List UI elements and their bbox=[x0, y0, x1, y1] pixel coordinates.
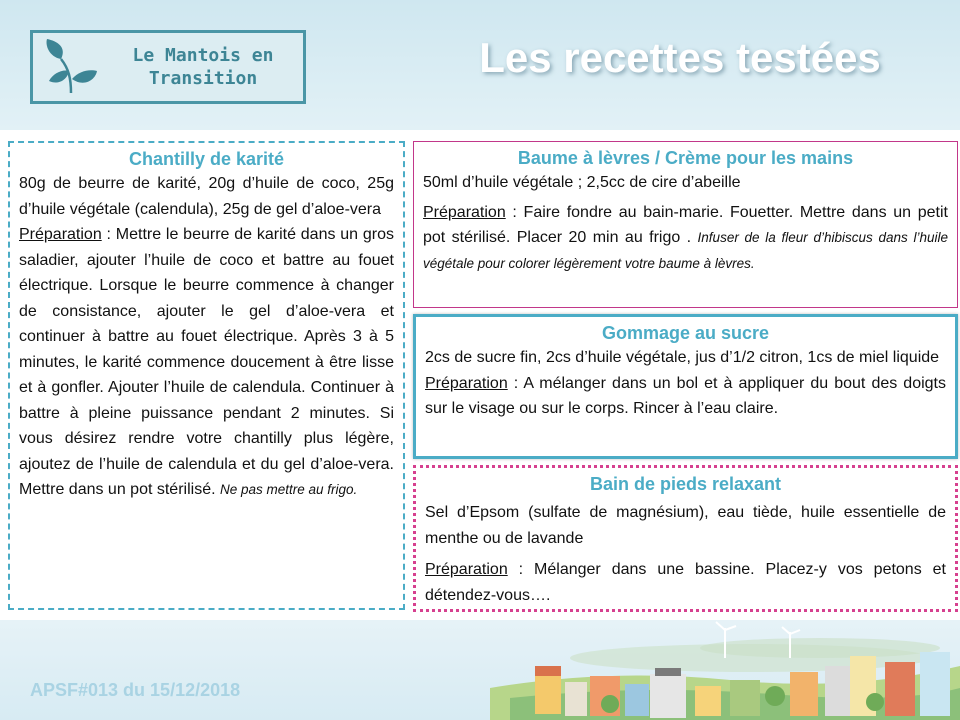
logo bbox=[30, 30, 306, 104]
logo-text: Le Mantois en Transition bbox=[132, 45, 274, 89]
recipe-card-gommage bbox=[413, 314, 958, 459]
preparation-text: : Faire fondre au bain-marie. Fouetter. Mettre dans un petit pot stérilisé. Placer 20 min au frigo . bbox=[423, 203, 948, 246]
recipe-title: Bain de pieds relaxant bbox=[589, 474, 782, 494]
recipe-note: Ne pas mettre au frigo. bbox=[219, 482, 358, 497]
preparation-label: Préparation bbox=[425, 374, 508, 392]
recipe-ingredients: 80g de beurre de karité, 20g d’huile de coco, 25g d’huile végétale (calendula), 25g de gel d’aloe-vera bbox=[19, 175, 394, 218]
footer-code: APSF#013 du 15/12/2018 bbox=[30, 680, 241, 700]
preparation-text: : Mélanger dans une bassine. Placez-y vos petons et détendez-vous…. bbox=[425, 561, 946, 604]
preparation-text: : A mélanger dans un bol et à appliquer du bout des doigts sur le visage ou sur le corps. Rincer à l’eau claire. bbox=[425, 374, 946, 417]
preparation-label: Préparation bbox=[423, 203, 506, 221]
recipe-preparation bbox=[19, 222, 394, 503]
town-illustration bbox=[490, 618, 960, 720]
recipe-preparation bbox=[423, 200, 948, 277]
recipe-card-bain bbox=[413, 465, 958, 612]
recipe-note: Infuser de la fleur d’hibiscus dans l’huile végétale pour colorer légèrement votre baume à lèvres. bbox=[423, 230, 949, 271]
recipe-title: Chantilly de karité bbox=[128, 149, 285, 169]
recipe-ingredients: 2cs de sucre fin, 2cs d’huile végétale, jus d’1/2 citron, 1cs de miel liquide bbox=[425, 349, 940, 366]
leaf-icon bbox=[39, 35, 103, 99]
recipe-preparation bbox=[425, 371, 946, 422]
page-title: Les recettes testées bbox=[479, 34, 881, 81]
recipe-ingredients: 50ml d’huile végétale ; 2,5cc de cire d’abeille bbox=[423, 174, 741, 191]
recipe-preparation bbox=[425, 557, 946, 608]
preparation-text: : Mettre le beurre de karité dans un gros saladier, ajouter l’huile de coco et battre au fouet électrique. Lorsque le beurre commence à changer de consistance, ajouter le gel d’aloe-vera et continuer à battre au fouet électrique. Après 3 à 5 minutes, le karité commence doucement à être lisse et à gonfler. Ajouter l’huile de calendula. Continuer à battre à pleine puissance pendant 2 minutes. Si vous désirez rendre votre chantilly plus légère, ajoutez de l’huile de calendula et du gel d’aloe-vera. Mettre dans un pot stérilisé. bbox=[19, 226, 394, 498]
recipe-card-chantilly bbox=[8, 141, 405, 610]
recipe-ingredients: Sel d’Epsom (sulfate de magnésium), eau tiède, huile essentielle de menthe ou de lavande bbox=[425, 504, 946, 547]
recipe-title: Baume à lèvres / Crème pour les mains bbox=[517, 148, 854, 168]
preparation-label: Préparation bbox=[19, 226, 102, 243]
recipe-title: Gommage au sucre bbox=[601, 323, 770, 343]
preparation-label: Préparation bbox=[425, 561, 508, 578]
recipe-card-baume bbox=[413, 141, 958, 308]
